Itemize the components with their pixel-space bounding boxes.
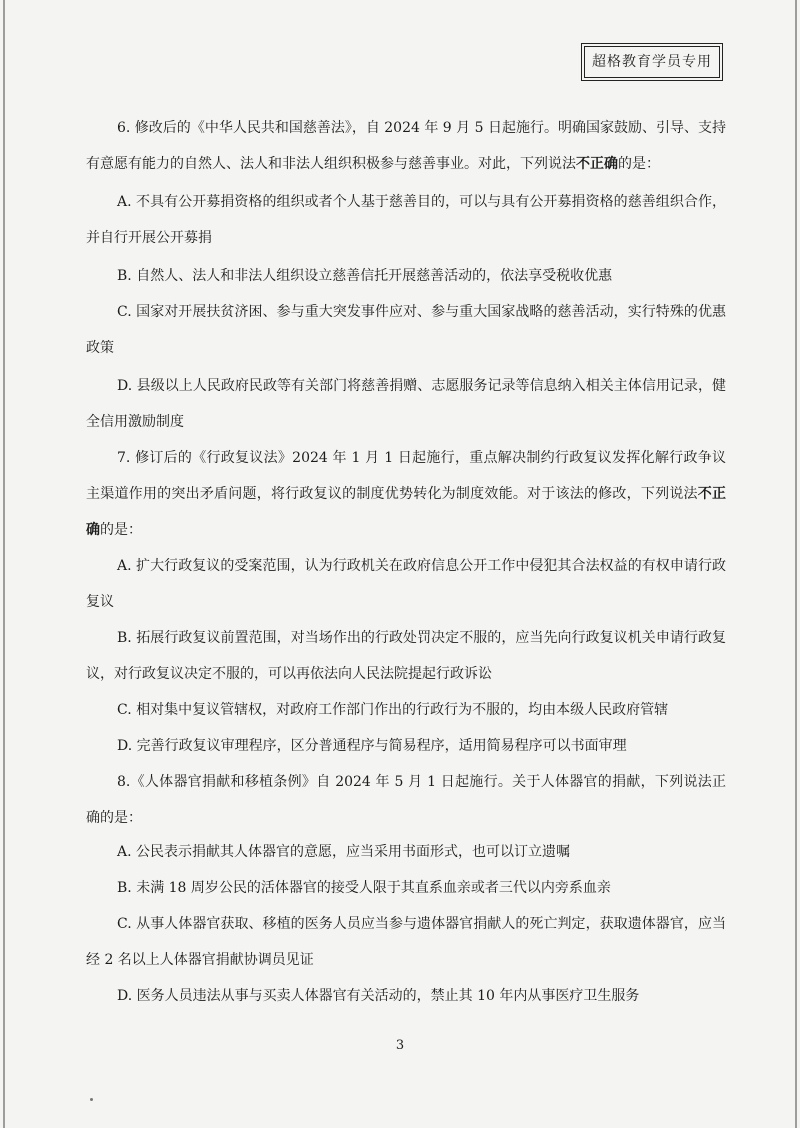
question-8-option-a: A. 公民表示捐献其人体器官的意愿，应当采用书面形式，也可以订立遗嘱 xyxy=(117,844,571,860)
question-6-option-c: C. 国家对开展扶贫济困、参与重大突发事件应对、参与重大国家战略的慈善活动，实行特殊的优惠政策 xyxy=(86,304,726,356)
question-stem-text: 8.《人体器官捐献和移植条例》自 2024 年 5 月 1 日起施行。关于人体器官的捐献，下列说法正确的是： xyxy=(86,774,726,826)
scan-edge-right xyxy=(795,0,797,1128)
question-7-option-a: A. 扩大行政复议的受案范围，认为行政机关在政府信息公开工作中侵犯其合法权益的有权申请行政复议 xyxy=(86,558,726,610)
question-8-option-c: C. 从事人体器官获取、移植的医务人员应当参与遗体器官捐献人的死亡判定，获取遗体器官，应当经 2 名以上人体器官捐献协调员见证 xyxy=(86,916,726,968)
question-stem-text: 6. 修改后的《中华人民共和国慈善法》，自 2024 年 9 月 5 日起施行。明确国家鼓励、引导、支持有意愿有能力的自然人、法人和非法人组织积极参与慈善事业。对此，下列说法 xyxy=(86,120,726,172)
scan-speck xyxy=(90,1098,93,1101)
question-stem-tail: 的是： xyxy=(618,156,660,172)
question-8-option-d: D. 医务人员违法从事与买卖人体器官有关活动的，禁止其 10 年内从事医疗卫生服务 xyxy=(117,988,640,1004)
question-6-option-b: B. 自然人、法人和非法人组织设立慈善信托开展慈善活动的，依法享受税收优惠 xyxy=(117,268,613,284)
header-stamp: 超格教育学员专用 xyxy=(584,46,720,78)
question-stem-text: 7. 修订后的《行政复议法》2024 年 1 月 1 日起施行，重点解决制约行政复议发挥化解行政争议主渠道作用的突出矛盾问题，将行政复议的制度优势转化为制度效能。对于该法的修改，下列说法 xyxy=(86,450,726,502)
question-8-option-b: B. 未满 18 周岁公民的活体器官的接受人限于其直系血亲或者三代以内旁系血亲 xyxy=(117,880,611,896)
question-stem-emphasis: 不正确 xyxy=(576,156,618,172)
question-6-stem xyxy=(86,110,726,182)
question-7-option-c: C. 相对集中复议管辖权，对政府工作部门作出的行政行为不服的，均由本级人民政府管辖 xyxy=(117,702,669,718)
question-7-option-b: B. 拓展行政复议前置范围，对当场作出的行政处罚决定不服的，应当先向行政复议机关申请行政复议，对行政复议决定不服的，可以再依法向人民法院提起行政诉讼 xyxy=(86,630,726,682)
question-6-option-d: D. 县级以上人民政府民政等有关部门将慈善捐赠、志愿服务记录等信息纳入相关主体信用记录，健全信用激励制度 xyxy=(86,378,726,430)
scan-edge-left xyxy=(3,0,5,1128)
question-7-stem xyxy=(86,440,726,548)
question-stem-tail: 的是： xyxy=(100,522,142,538)
question-stem-emphasis: 不正确 xyxy=(86,486,727,538)
page-number: 3 xyxy=(395,1038,405,1053)
question-7-option-d: D. 完善行政复议审理程序，区分普通程序与简易程序，适用简易程序可以书面审理 xyxy=(117,738,627,754)
question-6-option-a: A. 不具有公开募捐资格的组织或者个人基于慈善目的，可以与具有公开募捐资格的慈善组织合作，并自行开展公开募捐 xyxy=(86,194,726,246)
question-8-stem xyxy=(86,764,726,836)
